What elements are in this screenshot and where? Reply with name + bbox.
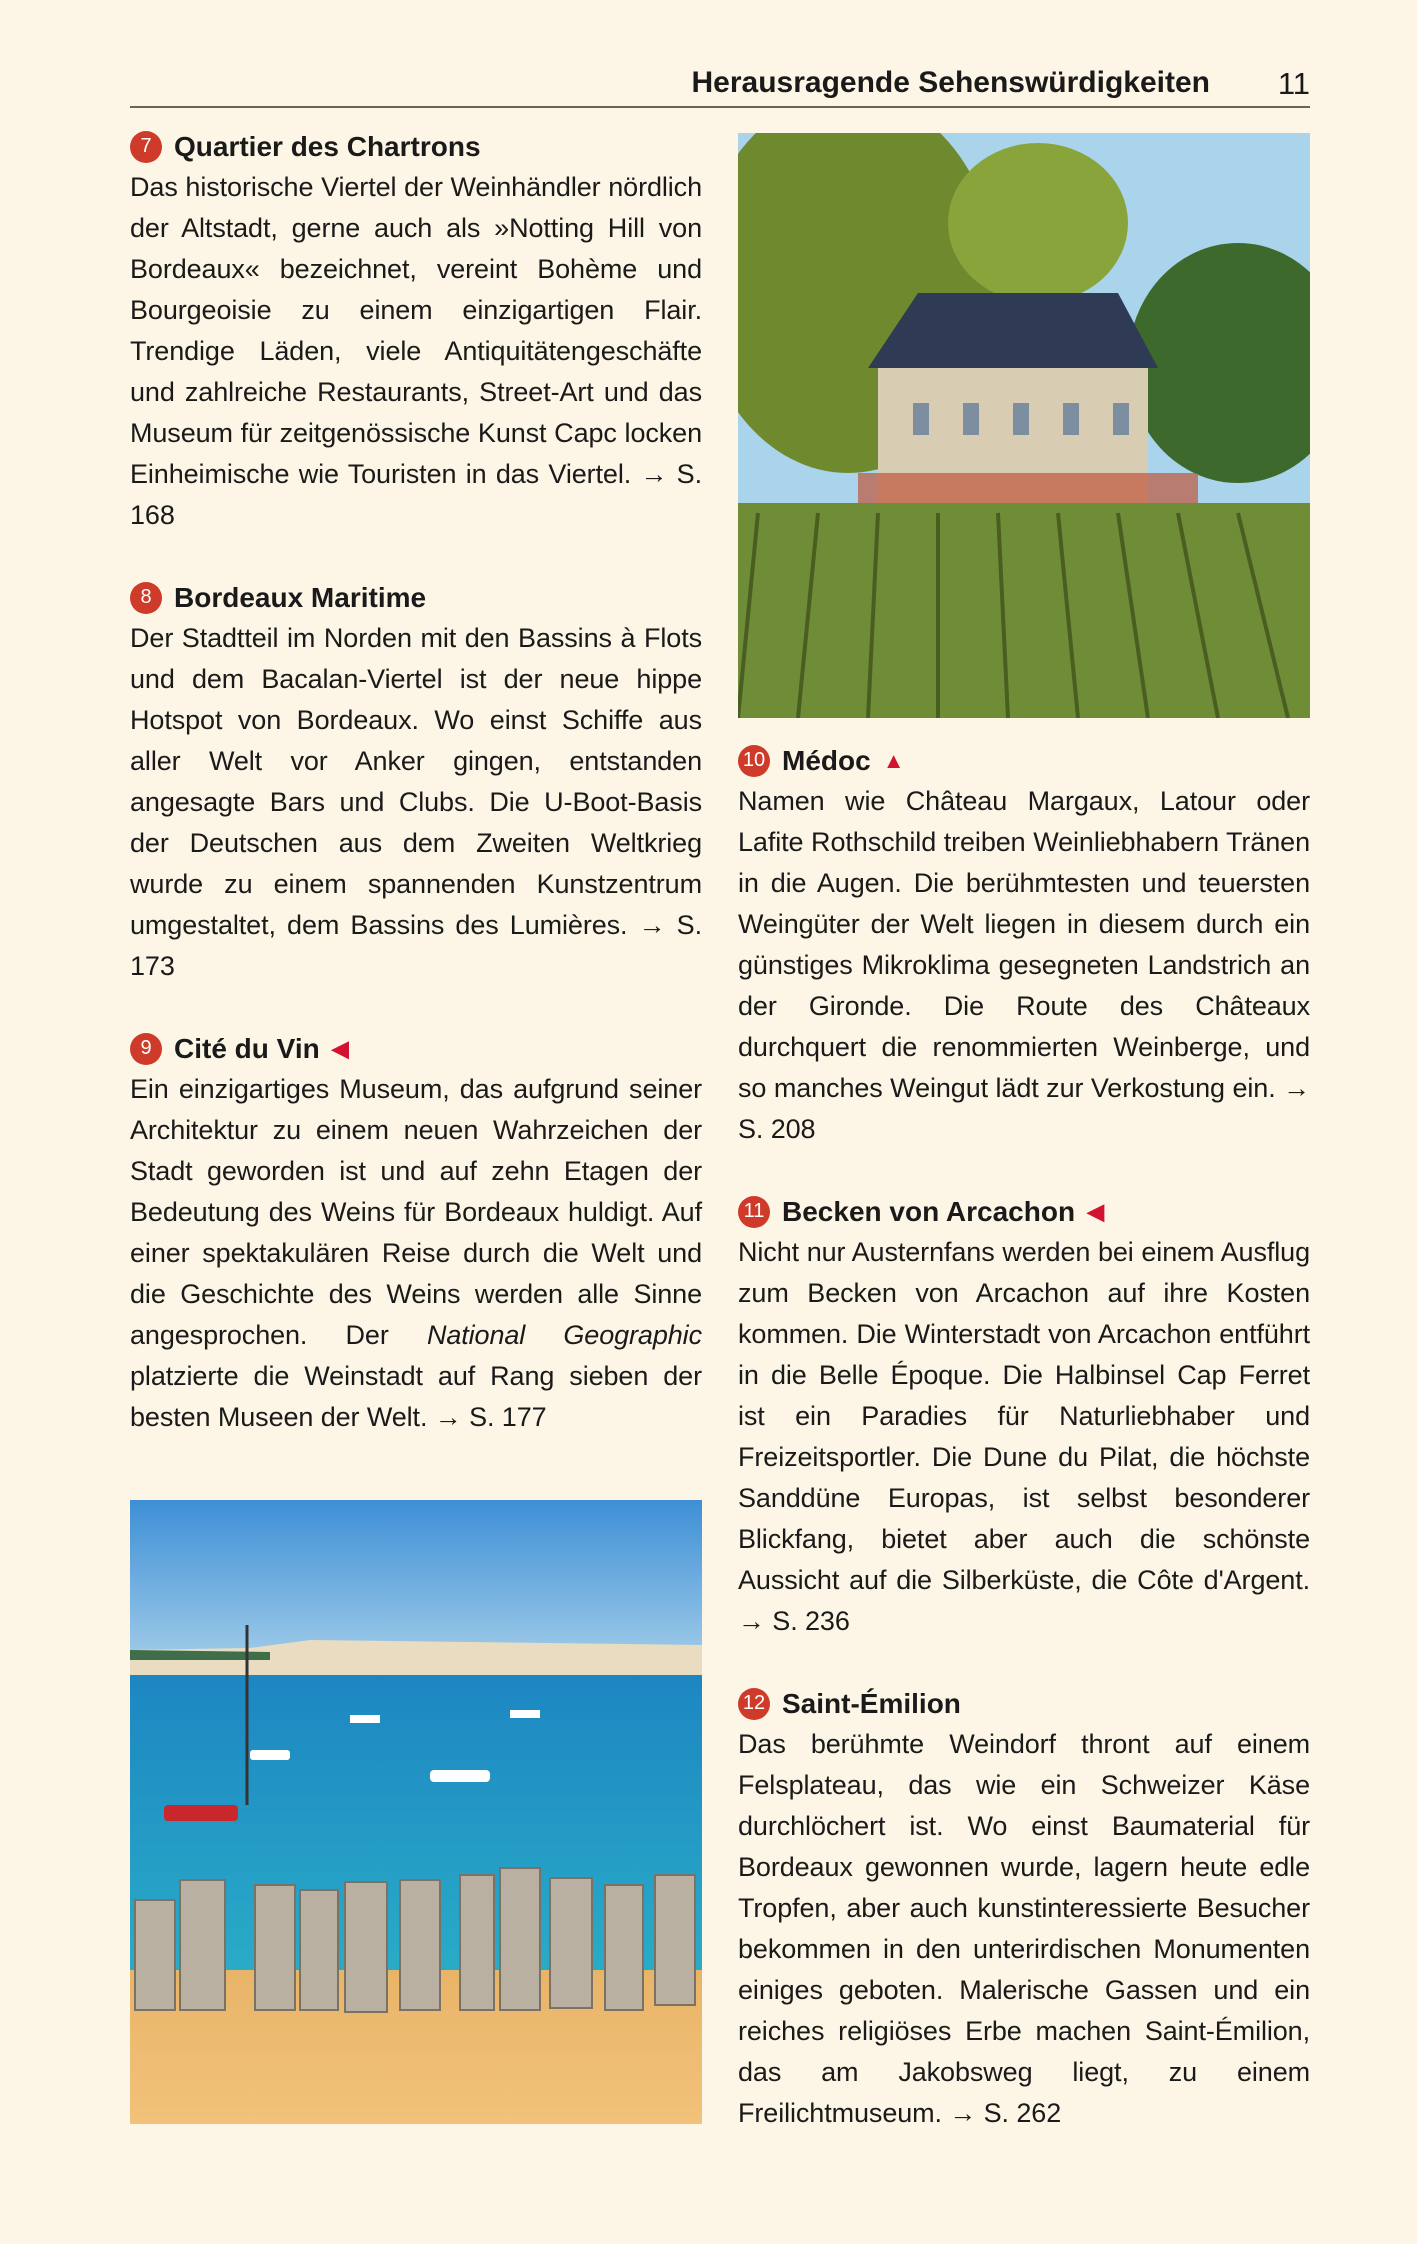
text-part: Ein einzigartiges Museum, das aufgrund seiner Architektur zu einem neuen Wahrzeichen der Stadt geworden ist und auf zehn Etagen der Bedeutung des Weins für Bordeaux huldigt. Auf einer spektakulären Reise durch die Welt und die Geschichte des Weins werden alle Sinne angesprochen. Der — [130, 1074, 702, 1350]
sight-title: Becken von Arcachon — [782, 1196, 1076, 1227]
left-column — [130, 126, 702, 1479]
right-column — [738, 740, 1310, 2175]
sight-7 — [130, 126, 702, 536]
photo-medoc-chateau — [738, 133, 1310, 718]
sight-description: Der Stadtteil im Norden mit den Bassins à Flots und dem Bacalan-Viertel ist der neue hippe Hotspot von Bordeaux. Wo einst Schiffe aus aller Welt vor Anker gingen, entstanden angesagte Bars und Clubs. Die U-Boot-Basis der Deutschen aus dem Zweiten Weltkrieg wurde zu einem spannenden Kunstzentrum umgestaltet, dem Bassins des Lumières. → S. 173 — [130, 623, 702, 981]
sight-description — [130, 1069, 702, 1438]
sight-description: Nicht nur Austernfans werden bei einem Ausflug zum Becken von Arcachon auf ihre Kosten kommen. Die Winterstadt von Arcachon entführt in die Belle Époque. Die Halbinsel Cap Ferret ist ein Paradies für Naturliebhaber und Freizeitsportler. Die Dune du Pilat, die höchste Sanddüne Europas, ist selbst besonderer Blickfang, bietet aber auch die schönste Aussicht auf die Silberküste, die Côte d'Argent. → S. 236 — [738, 1237, 1310, 1636]
highlight-marker-icon: ▲ — [882, 748, 905, 773]
sight-title: Saint-Émilion — [782, 1688, 961, 1719]
running-header — [130, 62, 1310, 108]
sight-description: Das berühmte Weindorf thront auf einem Felsplateau, das wie ein Schweizer Käse durchlöchert ist. Wo einst Baumaterial für Bordeaux gewonnen wurde, lagern heute edle Tropfen, aber auch kunstinteressierte Besucher bekommen in den unterirdischen Monumenten einiges geboten. Malerische Gassen und ein reiches religiöses Erbe machen Saint-Émilion, das am Jakobsweg liegt, zu einem Freilichtmuseum. → S. 262 — [738, 1729, 1310, 2128]
number-badge: 11 — [738, 1196, 770, 1228]
sight-12 — [738, 1683, 1310, 2134]
sight-title: Quartier des Chartrons — [174, 131, 481, 162]
sight-title: Bordeaux Maritime — [174, 582, 427, 613]
sight-10 — [738, 740, 1310, 1150]
sight-title: Cité du Vin — [174, 1033, 320, 1064]
number-badge: 8 — [130, 582, 162, 614]
number-badge: 12 — [738, 1688, 770, 1720]
sight-9 — [130, 1028, 702, 1438]
number-badge: 7 — [130, 131, 162, 163]
sight-description: Das historische Viertel der Weinhändler nördlich der Altstadt, gerne auch als »Notting Hill von Bordeaux« bezeichnet, vereint Bohème und Bourgeoisie zu einem einzigartigen Flair. Trendige Läden, viele Antiquitätengeschäfte und zahlreiche Restaurants, Street-Art und das Museum für zeitgenössische Kunst Capc locken Einheimische wie Touristen in das Viertel. → S. 168 — [130, 172, 702, 530]
number-badge: 10 — [738, 745, 770, 777]
section-title: Herausragende Sehenswürdigkeiten — [691, 66, 1210, 99]
number-badge: 9 — [130, 1033, 162, 1065]
sight-title: Médoc — [782, 745, 871, 776]
sight-8 — [130, 577, 702, 987]
page-number: 11 — [1277, 66, 1310, 101]
highlight-marker-icon: ◀ — [1087, 1199, 1104, 1224]
highlight-marker-icon: ◀ — [331, 1036, 349, 1061]
text-part: platzierte die Weinstadt auf Rang sieben der besten Museen der Welt. → S. 177 — [130, 1361, 702, 1432]
sight-11 — [738, 1191, 1310, 1642]
sight-description: Namen wie Château Margaux, Latour oder Lafite Rothschild treiben Weinliebhabern Tränen in die Augen. Die berühmtesten und teuersten Weingüter der Welt liegen in diesem durch ein günstiges Mikroklima gesegneten Landstrich an der Gironde. Die Route des Châteaux durchquert die renommierten Weinberge, und so manches Weingut lädt zur Verkostung ein. → S. 208 — [738, 786, 1310, 1144]
photo-arcachon-beach — [130, 1500, 702, 2124]
text-emphasis: National Geographic — [426, 1320, 702, 1350]
